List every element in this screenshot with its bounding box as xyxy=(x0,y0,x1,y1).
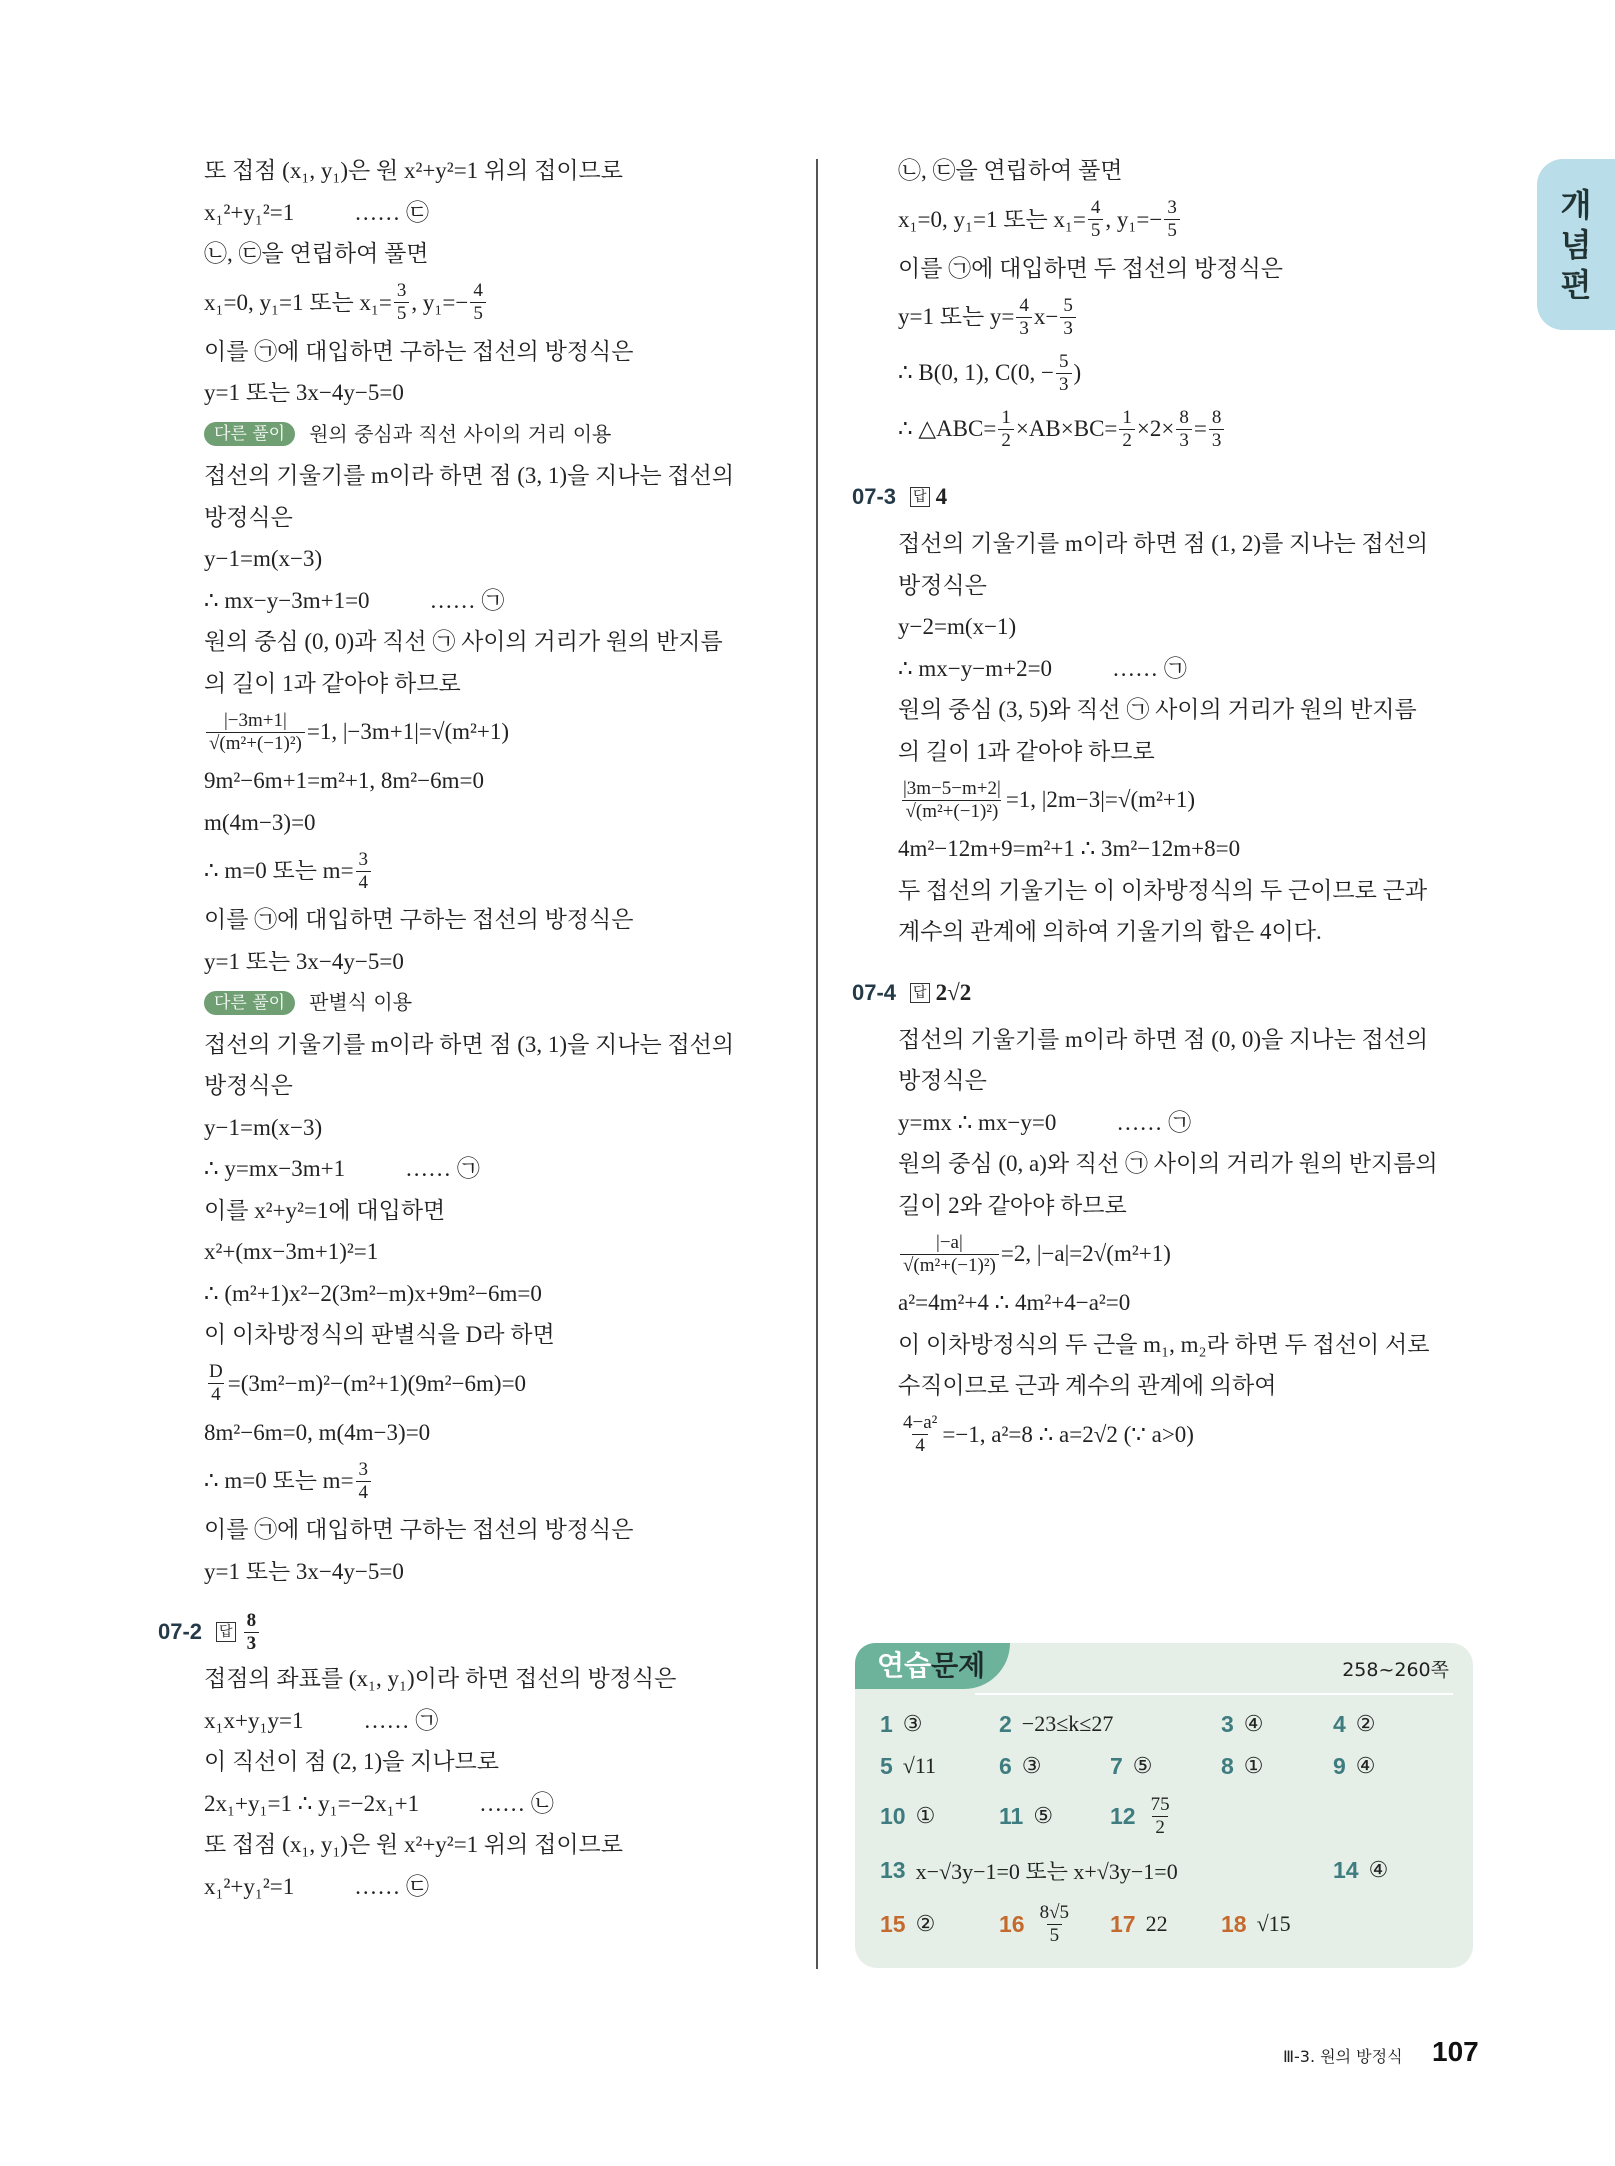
math-text: ③ xyxy=(1021,1753,1042,1778)
numerator: 5 xyxy=(1059,350,1069,372)
text-line xyxy=(898,606,1498,648)
math-text: ① xyxy=(915,1803,936,1828)
math-text: x−√3y−1=0 또는 x+√3y−1=0 xyxy=(915,1858,1178,1884)
math-text: ×AB×BC= xyxy=(1015,416,1118,442)
text-line xyxy=(204,899,794,941)
numerator: 8√5 xyxy=(1039,1901,1070,1923)
column-divider xyxy=(816,159,818,1969)
text-line xyxy=(898,1282,1498,1324)
text-line xyxy=(204,1412,794,1454)
math-text: 접선의 기울기를 m이라 하면 점 (3, 1)을 지나는 접선의 xyxy=(204,463,735,488)
practice-item xyxy=(1110,1911,1221,1938)
equation-line xyxy=(204,1783,794,1825)
text-line xyxy=(898,1365,1498,1407)
text-line xyxy=(204,760,794,802)
math-text: ⑤ xyxy=(1132,1753,1153,1778)
fraction xyxy=(1176,407,1192,452)
practice-item xyxy=(999,1803,1110,1830)
problem-heading xyxy=(158,1606,794,1658)
practice-item-number: 14 xyxy=(1333,1856,1359,1883)
text-line xyxy=(204,538,794,580)
math-text: x₁²+y₁²=1 xyxy=(204,1873,295,1899)
equation-line xyxy=(898,192,1498,248)
text-line xyxy=(204,1065,794,1107)
math-text: x− xyxy=(1033,304,1059,330)
text-line xyxy=(204,1314,794,1356)
numerator: 75 xyxy=(1150,1793,1170,1815)
numerator: 4 xyxy=(1019,294,1029,316)
equation-line xyxy=(204,1866,794,1908)
math-text: 접선의 기울기를 m이라 하면 점 (1, 2)를 지나는 접선의 xyxy=(898,531,1429,556)
math-text: ×2× xyxy=(1136,416,1175,442)
text-line xyxy=(204,1024,794,1066)
practice-item-number: 13 xyxy=(880,1856,906,1883)
math-text: y=1 또는 y= xyxy=(898,304,1015,330)
text-line xyxy=(898,1019,1498,1061)
practice-item-number: 6 xyxy=(999,1752,1012,1779)
numerator: 4 xyxy=(1090,197,1101,218)
practice-item xyxy=(1333,1857,1433,1884)
text-line xyxy=(898,828,1498,870)
math-text: 이 이차방정식의 판별식을 D라 하면 xyxy=(204,1322,555,1347)
practice-item xyxy=(1221,1753,1333,1780)
text-line xyxy=(204,1741,794,1783)
problem-heading xyxy=(852,967,1498,1019)
math-text: =1, |−3m+1|=√(m²+1) xyxy=(306,719,510,745)
practice-item xyxy=(1333,1753,1433,1780)
math-text: =2, |−a|=2√(m²+1) xyxy=(1000,1241,1171,1267)
practice-row xyxy=(880,1745,1433,1787)
problem-number: 07-3 xyxy=(852,484,897,509)
text-line xyxy=(898,523,1498,565)
practice-row xyxy=(880,1787,1433,1845)
denominator: 5 xyxy=(394,302,410,325)
practice-item xyxy=(1333,1711,1433,1738)
math-text: 원의 중심 (0, a)와 직선 ㉠ 사이의 거리가 원의 반지름의 xyxy=(898,1151,1438,1176)
math-text: 방정식은 xyxy=(204,1073,293,1098)
denominator: 3 xyxy=(1176,429,1192,452)
denominator: √(m²+(−1)²) xyxy=(902,800,1001,823)
math-text: 방정식은 xyxy=(898,1068,987,1093)
math-text: ④ xyxy=(1355,1753,1376,1778)
math-text: y=1 또는 3x−4y−5=0 xyxy=(204,948,404,974)
side-tab-char: 편 xyxy=(1560,265,1592,304)
math-text: =1, |2m−3|=√(m²+1) xyxy=(1005,787,1196,813)
math-text: ④ xyxy=(1368,1857,1389,1882)
practice-item-number: 7 xyxy=(1110,1752,1123,1779)
math-text: 이를 ㉠에 대입하면 두 접선의 방정식은 xyxy=(898,255,1284,281)
practice-row xyxy=(880,1845,1433,1895)
math-text: ③ xyxy=(902,1711,923,1736)
problem-number: 07-2 xyxy=(158,1619,203,1644)
practice-item-number: 1 xyxy=(880,1710,893,1737)
equation-line xyxy=(204,1356,794,1412)
practice-item-number: 3 xyxy=(1221,1710,1234,1737)
fraction xyxy=(470,280,486,325)
math-text: 이를 ㉠에 대입하면 구하는 접선의 방정식은 xyxy=(204,338,634,364)
math-text: 접점의 좌표를 (x₁, y₁)이라 하면 접선의 방정식은 xyxy=(204,1666,677,1691)
math-text: 길이 2와 같아야 하므로 xyxy=(898,1192,1127,1218)
practice-rows xyxy=(880,1703,1433,1953)
math-text: 이 이차방정식의 두 근을 m₁, m₂라 하면 두 접선이 서로 xyxy=(898,1331,1430,1357)
math-text: 이를 ㉠에 대입하면 구하는 접선의 방정식은 xyxy=(204,1517,634,1542)
math-text: y=1 또는 3x−4y−5=0 xyxy=(204,1558,404,1584)
chapter-side-tab xyxy=(1537,159,1615,330)
math-text: 또 접점 (x₁, y₁)은 원 x²+y²=1 위의 접이므로 xyxy=(204,1832,623,1857)
practice-divider xyxy=(975,1693,1453,1695)
numerator: |−3m+1| xyxy=(224,709,287,731)
side-tab-char: 개 xyxy=(1560,185,1592,224)
text-line xyxy=(898,870,1498,912)
math-text: x₁=0, y₁=1 또는 x₁= xyxy=(898,206,1086,232)
answer-mark-icon: 답 xyxy=(910,487,930,507)
practice-pages: 258~260쪽 xyxy=(1342,1659,1449,1681)
math-text: ∴ m=0 또는 m= xyxy=(204,858,354,884)
math-text: ∴ B(0, 1), C(0, − xyxy=(898,360,1055,386)
numerator: 8 xyxy=(1179,406,1189,428)
practice-item xyxy=(880,1711,999,1738)
equation-line xyxy=(204,275,794,331)
fraction xyxy=(900,778,1004,823)
text-line xyxy=(204,802,794,844)
practice-item xyxy=(880,1911,999,1938)
practice-item-number: 17 xyxy=(1110,1910,1136,1937)
text-line xyxy=(204,455,794,497)
math-text: =−1, a²=8 ∴ a=2√2 (∵ a>0) xyxy=(942,1421,1194,1447)
practice-item xyxy=(1110,1794,1221,1839)
denominator: 4 xyxy=(356,871,372,894)
numerator: |−a| xyxy=(936,1231,963,1253)
practice-title xyxy=(855,1643,1010,1689)
math-text: ⑤ xyxy=(1033,1803,1054,1828)
math-text: y−1=m(x−3) xyxy=(204,1114,323,1140)
math-text: 접선의 기울기를 m이라 하면 점 (0, 0)을 지나는 접선의 xyxy=(898,1026,1429,1052)
fraction xyxy=(356,849,372,894)
practice-item-number: 15 xyxy=(880,1910,906,1937)
text-line xyxy=(204,372,794,414)
fraction xyxy=(206,1361,226,1406)
fraction xyxy=(998,407,1014,452)
numerator: 3 xyxy=(358,1458,369,1480)
math-text: a²=4m²+4 ∴ 4m²+4−a²=0 xyxy=(898,1290,1131,1315)
equation-label: …… ㉠ xyxy=(1112,655,1187,681)
math-text: , y₁=− xyxy=(411,289,469,315)
alt-solution-title: 원의 중심과 직선 사이의 거리 이용 xyxy=(309,421,612,446)
practice-item-number: 2 xyxy=(999,1710,1012,1737)
practice-item-number: 9 xyxy=(1333,1752,1346,1779)
math-text: 이를 ㉠에 대입하면 구하는 접선의 방정식은 xyxy=(204,907,634,932)
math-text: 9m²−6m+1=m²+1, 8m²−6m=0 xyxy=(204,768,484,793)
numerator: 5 xyxy=(1063,294,1073,316)
fraction xyxy=(900,1232,999,1277)
equation-label: …… ㉠ xyxy=(363,1707,439,1733)
text-line xyxy=(204,1273,794,1315)
numerator: 8 xyxy=(246,1609,257,1631)
fraction xyxy=(1037,1902,1072,1947)
left-column xyxy=(158,150,794,1907)
fraction xyxy=(1016,295,1032,340)
text-line xyxy=(898,565,1498,607)
denominator: 4 xyxy=(356,1481,372,1504)
math-text: 방정식은 xyxy=(204,504,293,530)
equation-line xyxy=(898,345,1498,401)
math-text: 4m²−12m+9=m²+1 ∴ 3m²−12m+8=0 xyxy=(898,836,1241,861)
math-text: 또 접점 (x₁, y₁)은 원 x²+y²=1 위의 접이므로 xyxy=(204,158,623,183)
page-number: 107 xyxy=(1432,2036,1479,2067)
alt-solution-heading xyxy=(204,414,794,456)
math-text: = xyxy=(1193,416,1207,442)
equation-line xyxy=(204,1148,794,1190)
math-text: m(4m−3)=0 xyxy=(204,809,316,835)
alt-solution-title: 판별식 이용 xyxy=(309,990,413,1014)
denominator: 3 xyxy=(1209,429,1225,452)
equation-line xyxy=(898,772,1498,828)
math-text: 원의 중심 (0, 0)과 직선 ㉠ 사이의 거리가 원의 반지름 xyxy=(204,629,723,654)
practice-row xyxy=(880,1703,1433,1745)
practice-item-number: 4 xyxy=(1333,1710,1346,1737)
math-text: , y₁=− xyxy=(1105,206,1163,232)
alt-solution-badge: 다른 풀이 xyxy=(204,991,295,1015)
equation-line xyxy=(204,843,794,899)
denominator: 5 xyxy=(1088,219,1104,242)
text-line xyxy=(204,1509,794,1551)
equation-line xyxy=(204,580,794,622)
practice-item xyxy=(880,1753,999,1780)
numerator: 4 xyxy=(473,280,483,301)
text-line xyxy=(898,689,1498,731)
practice-item-number: 10 xyxy=(880,1802,906,1829)
answer-mark-icon: 답 xyxy=(216,1622,236,1642)
practice-item-number: 5 xyxy=(880,1752,893,1779)
math-text: ∴ mx−y−3m+1=0 xyxy=(204,587,370,613)
fraction xyxy=(1209,407,1225,452)
numerator: D xyxy=(209,1361,223,1382)
text-line xyxy=(898,911,1498,953)
math-text: 접선의 기울기를 m이라 하면 점 (3, 1)을 지나는 접선의 xyxy=(204,1031,735,1057)
text-line xyxy=(204,1658,794,1700)
practice-row xyxy=(880,1895,1433,1953)
equation-line xyxy=(204,1453,794,1509)
alt-solution-heading xyxy=(204,982,794,1024)
answer-mark-icon: 답 xyxy=(910,983,930,1003)
denominator: 4 xyxy=(208,1383,224,1406)
math-text: y−2=m(x−1) xyxy=(898,614,1017,639)
numerator: 3 xyxy=(358,848,369,870)
practice-item-number: 8 xyxy=(1221,1752,1234,1779)
math-text: ② xyxy=(1355,1711,1376,1736)
fraction xyxy=(244,1610,260,1655)
practice-item xyxy=(1221,1911,1333,1938)
practice-item xyxy=(999,1711,1221,1738)
text-line xyxy=(898,1185,1498,1227)
practice-title-b: 문제 xyxy=(931,1649,986,1682)
text-line xyxy=(898,731,1498,773)
side-tab-char: 념 xyxy=(1560,225,1592,264)
fraction xyxy=(1119,407,1135,452)
math-text: ∴ △ABC= xyxy=(898,416,997,442)
answer-value xyxy=(242,1610,262,1655)
fraction xyxy=(1164,197,1180,242)
fraction xyxy=(394,280,410,325)
math-text: 이 직선이 점 (2, 1)을 지나므로 xyxy=(204,1749,499,1774)
math-text: x²+(mx−3m+1)²=1 xyxy=(204,1239,379,1264)
math-text: y=1 또는 3x−4y−5=0 xyxy=(204,380,404,405)
practice-item-number: 11 xyxy=(999,1802,1024,1829)
denominator: 3 xyxy=(1056,373,1072,396)
denominator: √(m²+(−1)²) xyxy=(206,732,305,755)
math-text: ∴ mx−y−m+2=0 xyxy=(898,655,1053,681)
practice-item xyxy=(880,1855,1333,1886)
math-text: ② xyxy=(915,1911,936,1936)
right-column xyxy=(852,150,1498,1463)
text-line xyxy=(204,1824,794,1866)
equation-label: …… ㉠ xyxy=(429,587,505,613)
math-text: −23≤k≤27 xyxy=(1021,1711,1114,1736)
fraction xyxy=(1088,197,1104,242)
denominator: 3 xyxy=(244,1632,260,1655)
alt-solution-badge: 다른 풀이 xyxy=(204,422,295,446)
fraction xyxy=(1056,351,1072,396)
text-line xyxy=(204,331,794,373)
text-line xyxy=(204,621,794,663)
denominator: √(m²+(−1)²) xyxy=(900,1254,999,1277)
equation-line xyxy=(204,1700,794,1742)
text-line xyxy=(898,1143,1498,1185)
math-text: y=mx ∴ mx−y=0 xyxy=(898,1109,1057,1135)
practice-item xyxy=(1221,1711,1333,1738)
math-text: ① xyxy=(1243,1753,1264,1778)
denominator: 3 xyxy=(1060,317,1076,340)
problem-number: 07-4 xyxy=(852,979,897,1005)
math-text: x₁²+y₁²=1 xyxy=(204,199,295,225)
practice-item xyxy=(880,1803,999,1830)
math-text: x₁=0, y₁=1 또는 x₁= xyxy=(204,289,392,315)
text-line xyxy=(204,1107,794,1149)
math-text: 4 xyxy=(935,484,948,509)
answer-value xyxy=(936,980,972,1006)
math-text: 두 접선의 기울기는 이 이차방정식의 두 근이므로 근과 xyxy=(898,877,1428,903)
equation-line xyxy=(898,1407,1498,1463)
text-line xyxy=(204,233,794,275)
text-line xyxy=(898,1060,1498,1102)
equation-line xyxy=(898,401,1498,457)
denominator: 2 xyxy=(998,429,1014,452)
fraction xyxy=(1148,1794,1173,1839)
text-line xyxy=(898,248,1498,290)
numerator: 4−a² xyxy=(903,1412,938,1433)
denominator: 5 xyxy=(1164,219,1180,242)
numerator: |3m−5−m+2| xyxy=(903,777,1001,799)
practice-item-number: 16 xyxy=(999,1910,1025,1937)
text-line xyxy=(204,663,794,705)
math-text: 8m²−6m=0, m(4m−3)=0 xyxy=(204,1419,431,1445)
math-text: ㉡, ㉢을 연립하여 풀면 xyxy=(898,158,1123,183)
numerator: 1 xyxy=(1001,406,1011,428)
text-line xyxy=(898,150,1498,192)
practice-item xyxy=(1110,1753,1221,1780)
equation-label: …… ㉢ xyxy=(354,1873,430,1899)
math-text: 방정식은 xyxy=(898,572,987,598)
equation-line xyxy=(898,648,1498,690)
denominator: 3 xyxy=(1016,317,1032,340)
text-line xyxy=(898,1324,1498,1366)
math-text: 의 길이 1과 같아야 하므로 xyxy=(898,738,1155,764)
text-line xyxy=(204,1190,794,1232)
fraction xyxy=(206,710,305,755)
math-text: 2x₁+y₁=1 ∴ y₁=−2x₁+1 xyxy=(204,1790,420,1816)
math-text: ④ xyxy=(1243,1711,1264,1736)
equation-line xyxy=(898,1102,1498,1144)
math-text: 2√2 xyxy=(935,979,972,1005)
text-line xyxy=(204,150,794,192)
equation-label: …… ㉠ xyxy=(405,1156,480,1181)
equation-label: …… ㉢ xyxy=(354,199,430,225)
math-text: √15 xyxy=(1256,1911,1291,1936)
problem-heading xyxy=(852,471,1498,523)
denominator: 2 xyxy=(1152,1816,1168,1839)
practice-item-number: 18 xyxy=(1221,1910,1247,1937)
math-text: ∴ m=0 또는 m= xyxy=(204,1468,354,1494)
math-text: 계수의 관계에 의하여 기울기의 합은 4이다. xyxy=(898,919,1322,944)
math-text: x₁x+y₁y=1 xyxy=(204,1707,304,1733)
practice-answers-box xyxy=(855,1643,1473,1968)
math-text: =(3m²−m)²−(m²+1)(9m²−6m)=0 xyxy=(227,1370,527,1396)
text-line xyxy=(204,941,794,983)
equation-line xyxy=(898,289,1498,345)
denominator: 5 xyxy=(1047,1924,1063,1947)
equation-label: …… ㉠ xyxy=(1116,1109,1192,1135)
math-text: y−1=m(x−3) xyxy=(204,546,323,571)
practice-item-number: 12 xyxy=(1110,1802,1136,1829)
denominator: 5 xyxy=(470,302,486,325)
denominator: 4 xyxy=(912,1434,928,1457)
equation-line xyxy=(898,1226,1498,1282)
text-line xyxy=(204,1551,794,1593)
math-text: √11 xyxy=(902,1753,937,1778)
text-line xyxy=(204,497,794,539)
math-text: 22 xyxy=(1145,1911,1168,1936)
math-text: ∴ y=mx−3m+1 xyxy=(204,1156,346,1181)
equation-line xyxy=(204,192,794,234)
math-text: ∴ (m²+1)x²−2(3m²−m)x+9m²−6m=0 xyxy=(204,1280,542,1306)
practice-title-a: 연습 xyxy=(877,1649,932,1682)
math-text: 원의 중심 (3, 5)와 직선 ㉠ 사이의 거리가 원의 반지름 xyxy=(898,697,1417,722)
math-text: ㉡, ㉢을 연립하여 풀면 xyxy=(204,241,429,266)
footer-section: Ⅲ-3. 원의 방정식 xyxy=(1283,2047,1403,2066)
text-line xyxy=(204,1231,794,1273)
fraction xyxy=(356,1459,372,1504)
numerator: 8 xyxy=(1211,406,1222,428)
math-text: 이를 x²+y²=1에 대입하면 xyxy=(204,1197,446,1223)
numerator: 3 xyxy=(396,280,407,301)
fraction xyxy=(1060,295,1076,340)
numerator: 1 xyxy=(1122,406,1132,428)
answer-value xyxy=(936,484,948,510)
denominator: 2 xyxy=(1119,429,1135,452)
practice-item xyxy=(999,1902,1110,1947)
math-text: 수직이므로 근과 계수의 관계에 의하여 xyxy=(898,1373,1277,1398)
fraction xyxy=(900,1412,940,1457)
numerator: 3 xyxy=(1167,197,1177,218)
math-text: ) xyxy=(1073,360,1082,386)
equation-line xyxy=(204,704,794,760)
math-text: 의 길이 1과 같아야 하므로 xyxy=(204,670,461,696)
practice-item xyxy=(999,1753,1110,1780)
equation-label: …… ㉡ xyxy=(479,1790,554,1816)
